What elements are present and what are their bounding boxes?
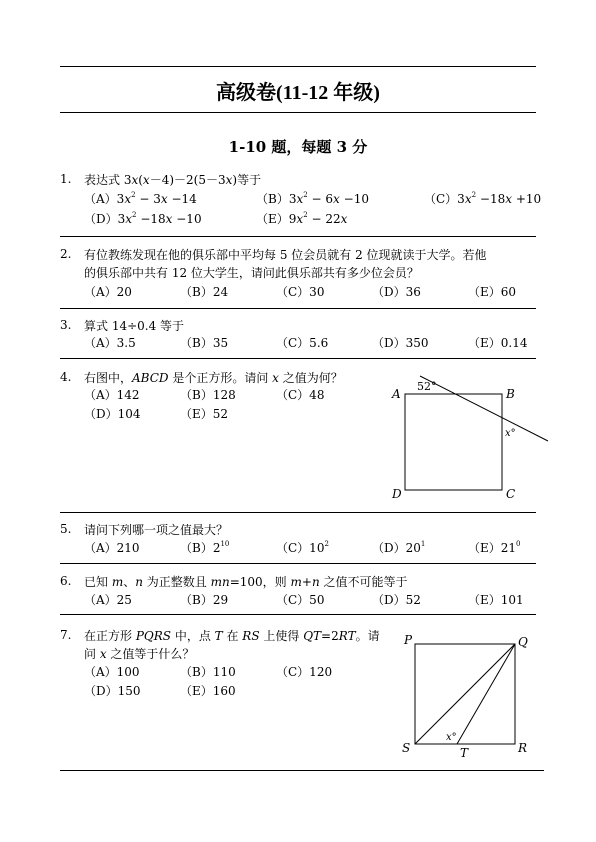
question-stem-line-2: 问 x 之值等于什么？ xyxy=(84,647,195,661)
option-d: （D）350 xyxy=(372,336,429,350)
angle-label-52: 52° xyxy=(417,380,437,393)
option-d: $(D)3x^2 -18x -10$ xyxy=(84,211,202,226)
option-a: （A）100 xyxy=(84,665,140,679)
option-e: $(E)9x^2 - 22x$ xyxy=(256,211,348,226)
option-d: （D）104 xyxy=(84,407,141,421)
vertex-label-d: D xyxy=(392,487,402,501)
question-stem: 表达式 3x(x－4)－2(5－3x)等于 xyxy=(84,173,262,187)
section-subtitle: 1-10 题，每题 3 分 xyxy=(228,138,368,156)
option-c: （C）120 xyxy=(276,665,333,679)
question-number: 5. xyxy=(60,522,72,536)
option-b: （B）35 xyxy=(180,336,229,350)
option-a: （A）20 xyxy=(84,285,132,299)
question-number: 2. xyxy=(60,247,72,261)
option-e: （E）0.14 xyxy=(468,336,528,350)
option-a: （A）3.5 xyxy=(84,336,136,350)
question-number: 3. xyxy=(60,318,72,332)
option-e: （E）160 xyxy=(180,684,236,698)
option-c: （C）5.6 xyxy=(276,336,329,350)
option-d: （D）52 xyxy=(372,593,421,607)
option-c: （C）30 xyxy=(276,285,325,299)
option-b: （B）128 xyxy=(180,388,236,402)
vertex-label-q: Q xyxy=(518,635,528,649)
question-number: 4. xyxy=(60,370,72,384)
option-b: $(B)3x^2 - 6x -10$ xyxy=(256,191,369,206)
option-e: （E）101 xyxy=(468,593,524,607)
option-d: $(D)20^1$ xyxy=(372,540,426,555)
vertex-label-s: S xyxy=(402,741,411,755)
option-a: （A）142 xyxy=(84,388,140,402)
question-stem-line-1: 在正方形 PQRS 中，点 T 在 RS 上使得 QT=2RT。请 xyxy=(84,629,380,643)
option-b: （B）110 xyxy=(180,665,236,679)
vertex-label-t: T xyxy=(460,746,469,760)
question-stem: 请问下列哪一项之值最大？ xyxy=(84,523,229,537)
option-d: （D）36 xyxy=(372,285,421,299)
question-stem: 算式 14÷0.4 等于 xyxy=(84,319,185,333)
option-b: （B）24 xyxy=(180,285,229,299)
question-stem-line-2: 的俱乐部中共有 12 位大学生，请问此俱乐部共有多少位会员？ xyxy=(84,266,419,280)
option-e: （E）60 xyxy=(468,285,517,299)
question-number: 1. xyxy=(60,172,72,186)
page-title: 高级卷(11-12 年级) xyxy=(216,80,380,104)
option-a: （A）210 xyxy=(84,541,140,555)
question-number: 7. xyxy=(60,628,72,642)
question-stem: 右图中，ABCD 是个正方形。请问 x 之值为何？ xyxy=(84,371,343,385)
vertex-label-r: R xyxy=(518,741,528,755)
angle-label-x: x° xyxy=(505,428,516,439)
vertex-label-p: P xyxy=(404,633,413,647)
option-c: $(C)10^2$ xyxy=(276,540,329,555)
diagonal-sq xyxy=(415,644,515,744)
question-stem-line-1: 有位教练发现在他的俱乐部中平均每 5 位会员就有 2 位现就读于大学。若他 xyxy=(84,248,487,262)
option-e: $(E)21^0$ xyxy=(468,540,521,555)
option-c: $(C)3x^2 -18x +10$ xyxy=(424,191,542,206)
option-e: （E）52 xyxy=(180,407,229,421)
option-b: $(B)2^{10}$ xyxy=(180,540,230,555)
vertex-label-c: C xyxy=(506,487,516,501)
option-c: （C）48 xyxy=(276,388,325,402)
question-stem: 已知 m、n 为正整数且 mn=100，则 m+n 之值不可能等于 xyxy=(84,575,408,589)
vertex-label-a: A xyxy=(392,387,401,401)
option-d: （D）150 xyxy=(84,684,141,698)
question-number: 6. xyxy=(60,574,72,588)
bottom-rule xyxy=(60,770,544,771)
option-a: $(A)3x^2 - 3x -14$ xyxy=(84,191,197,206)
angle-label-x: x° xyxy=(446,732,457,743)
vertex-label-b: B xyxy=(506,387,515,401)
option-b: （B）29 xyxy=(180,593,229,607)
option-a: （A）25 xyxy=(84,593,132,607)
option-c: （C）50 xyxy=(276,593,325,607)
